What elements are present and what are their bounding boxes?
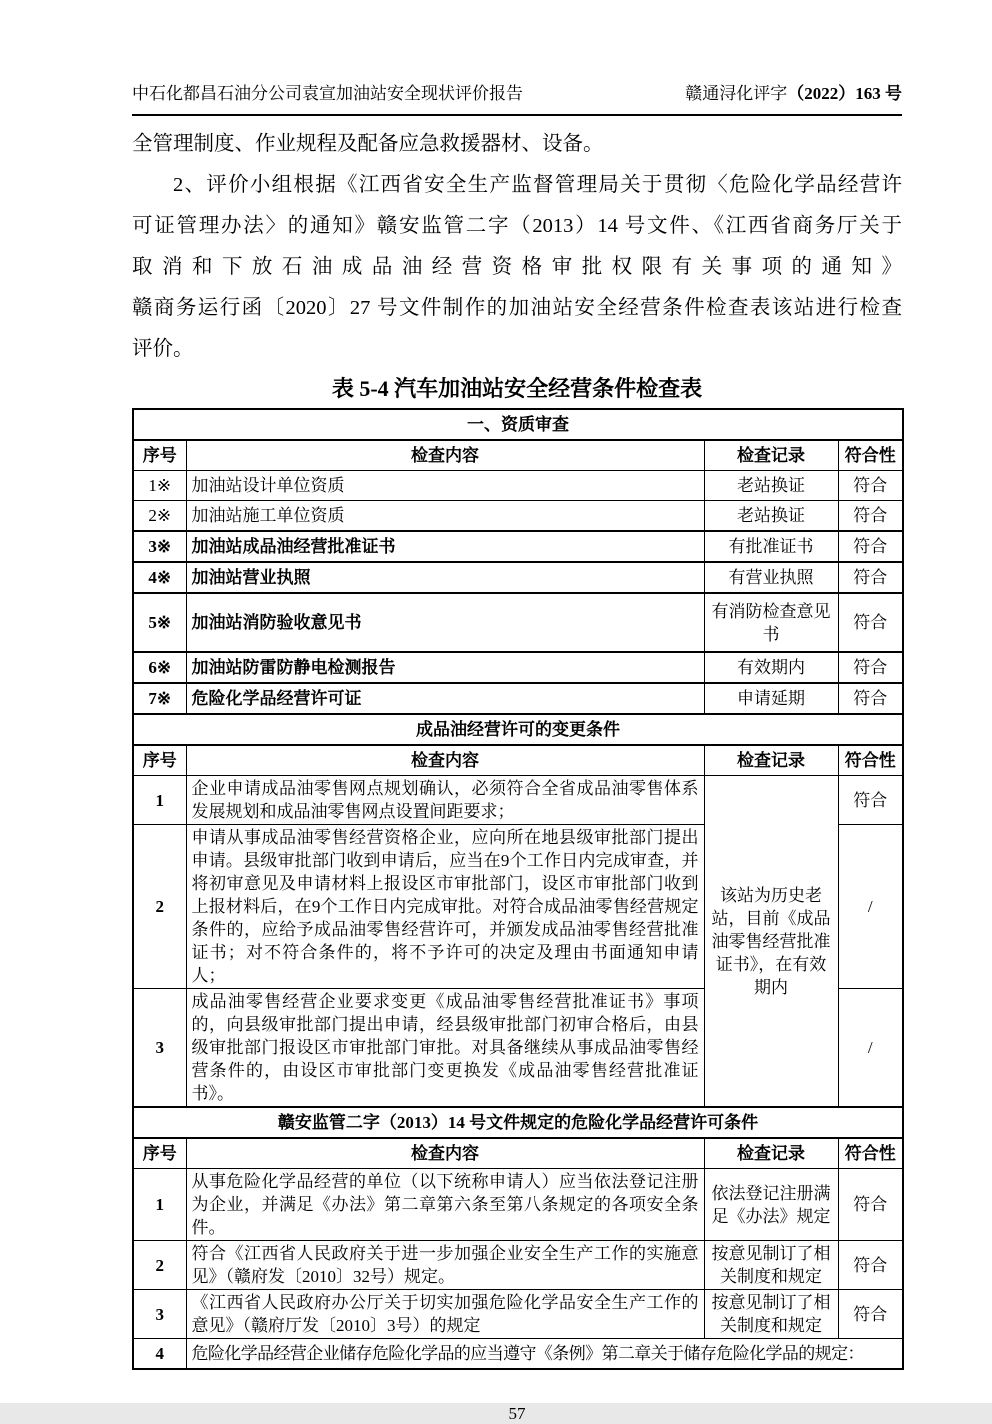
compliance-cell: 符合	[838, 1169, 903, 1241]
record-cell: 有营业执照	[704, 562, 838, 593]
table-row	[133, 501, 903, 532]
row-number-cell: 5※	[133, 593, 186, 652]
row-number-cell: 2※	[133, 501, 186, 532]
table-row	[133, 1169, 903, 1241]
content-cell: 申请从事成品油零售经营资格企业，应向所在地县级审批部门提出申请。县级审批部门收到申请后，应当在9个工作日内完成审查，并将初审意见及申请材料上报设区市审批部门，设区市审批部门收到上报材料后，在9个工作日内完成审批。对符合成品油零售经营规定条件的，应给予成品油零售经营许可，并颁发成品油零售经营批准证书；对不符合条件的，将不予许可的决定及理由书面通知申请人；	[186, 825, 704, 989]
content-cell: 加油站设计单位资质	[186, 471, 704, 501]
paragraph-line: 全管理制度、作业规程及配备应急救援器材、设备。	[132, 133, 604, 155]
compliance-cell: 符合	[838, 776, 903, 825]
paragraph-line: 取消和下放石油成品油经营资格审批权限有关事项的通知》	[132, 256, 902, 278]
section-title: 一、资质审查	[133, 409, 903, 440]
row-number-cell: 2	[133, 1241, 186, 1290]
report-header	[132, 0, 902, 116]
col-header-content: 检查内容	[186, 440, 704, 471]
col-header-compliance: 符合性	[838, 440, 903, 471]
row-number-cell: 7※	[133, 683, 186, 714]
section-title: 赣安监管二字（2013）14 号文件规定的危险化学品经营许可条件	[133, 1107, 903, 1138]
row-number-cell: 1	[133, 1169, 186, 1241]
col-header-content: 检查内容	[186, 1138, 704, 1169]
table-row	[133, 593, 903, 652]
table-row	[133, 683, 903, 714]
record-cell: 有消防检查意见书	[704, 593, 838, 652]
compliance-cell: 符合	[838, 683, 903, 714]
row-number-cell: 4	[133, 1339, 186, 1370]
col-header-num: 序号	[133, 440, 186, 471]
table-row	[133, 531, 903, 562]
content-cell: 企业申请成品油零售网点规划确认，必须符合全省成品油零售体系发展规划和成品油零售网点设置间距要求；	[186, 776, 704, 825]
header-report-title: 中石化都昌石油分公司袁宣加油站安全现状评价报告	[132, 84, 523, 103]
compliance-cell: 符合	[838, 593, 903, 652]
column-header-row	[133, 1138, 903, 1169]
compliance-cell: 符合	[838, 531, 903, 562]
col-header-record: 检查记录	[704, 440, 838, 471]
content-cell: 加油站消防验收意见书	[186, 593, 704, 652]
row-number-cell: 6※	[133, 652, 186, 683]
content-cell: 成品油零售经营企业要求变更《成品油零售经营批准证书》事项的，向县级审批部门提出申请，经县级审批部门初审合格后，由县级审批部门报设区市审批部门审批。对具备继续从事成品油零售经营条件的，由设区市审批部门变更换发《成品油零售经营批准证书》。	[186, 989, 704, 1108]
content-cell: 加油站营业执照	[186, 562, 704, 593]
column-header-row	[133, 745, 903, 776]
content-cell: 加油站成品油经营批准证书	[186, 531, 704, 562]
col-header-record: 检查记录	[704, 1138, 838, 1169]
table-title: 表 5-4 汽车加油站安全经营条件检查表	[331, 376, 703, 401]
record-cell: 老站换证	[704, 471, 838, 501]
content-cell: 从事危险化学品经营的单位（以下统称申请人）应当依法登记注册为企业，并满足《办法》第二章第六条至第八条规定的各项安全条件。	[186, 1169, 704, 1241]
safety-checklist-table	[132, 408, 904, 1370]
content-cell: 危险化学品经营许可证	[186, 683, 704, 714]
row-number-cell: 1※	[133, 471, 186, 501]
section3-title-row	[133, 1107, 903, 1138]
row-number-cell: 2	[133, 825, 186, 989]
content-cell: 危险化学品经营企业储存危险化学品的应当遵守《条例》第二章关于储存危险化学品的规定：	[186, 1339, 903, 1370]
content-cell: 加油站施工单位资质	[186, 501, 704, 532]
content-cell: 符合《江西省人民政府关于进一步加强企业安全生产工作的实施意见》（赣府发〔2010〕32号）规定。	[186, 1241, 704, 1290]
section-title: 成品油经营许可的变更条件	[133, 714, 903, 745]
record-cell: 按意见制订了相关制度和规定	[704, 1241, 838, 1290]
compliance-cell: /	[838, 989, 903, 1108]
table-row	[133, 1339, 903, 1370]
content-column	[132, 0, 902, 1424]
compliance-cell: 符合	[838, 1290, 903, 1339]
compliance-cell: 符合	[838, 652, 903, 683]
row-number-cell: 1	[133, 776, 186, 825]
table-row	[133, 562, 903, 593]
table-row	[133, 652, 903, 683]
col-header-num: 序号	[133, 1138, 186, 1169]
paragraph-line: 评价。	[132, 338, 194, 360]
col-header-record: 检查记录	[704, 745, 838, 776]
content-cell: 加油站防雷防静电检测报告	[186, 652, 704, 683]
compliance-cell: 符合	[838, 1241, 903, 1290]
table-row	[133, 1290, 903, 1339]
row-number-cell: 4※	[133, 562, 186, 593]
col-header-compliance: 符合性	[838, 745, 903, 776]
record-cell: 有批准证书	[704, 531, 838, 562]
record-cell: 按意见制订了相关制度和规定	[704, 1290, 838, 1339]
body-text	[132, 124, 902, 370]
section1-title-row	[133, 409, 903, 440]
header-doc-number: 赣通浔化评字（2022）163 号	[685, 84, 902, 103]
compliance-cell: 符合	[838, 471, 903, 501]
record-cell: 老站换证	[704, 501, 838, 532]
record-cell-merged: 该站为历史老站，目前《成品油零售经营批准证书》，在有效期内	[704, 776, 838, 1108]
compliance-cell: /	[838, 825, 903, 989]
compliance-cell: 符合	[838, 501, 903, 532]
content-cell: 《江西省人民政府办公厅关于切实加强危险化学品安全生产工作的意见》（赣府厅发〔2010〕3号）的规定	[186, 1290, 704, 1339]
record-cell: 申请延期	[704, 683, 838, 714]
column-header-row	[133, 440, 903, 471]
table-row	[133, 1241, 903, 1290]
compliance-cell: 符合	[838, 562, 903, 593]
table-row	[133, 776, 903, 825]
row-number-cell: 3	[133, 989, 186, 1108]
col-header-content: 检查内容	[186, 745, 704, 776]
page-number: 57	[508, 1404, 526, 1423]
col-header-num: 序号	[133, 745, 186, 776]
table-row	[133, 471, 903, 501]
paragraph-line: 赣商务运行函〔2020〕27 号文件制作的加油站安全经营条件检查表该站进行检查	[132, 297, 902, 319]
record-cell: 依法登记注册满足《办法》规定	[704, 1169, 838, 1241]
paragraph-line: 可证管理办法〉的通知》赣安监管二字（2013）14 号文件、《江西省商务厅关于	[132, 215, 902, 237]
record-cell: 有效期内	[704, 652, 838, 683]
row-number-cell: 3※	[133, 531, 186, 562]
section2-title-row	[133, 714, 903, 745]
row-number-cell: 3	[133, 1290, 186, 1339]
paragraph-line: 2、评价小组根据《江西省安全生产监督管理局关于贯彻〈危险化学品经营许	[173, 174, 902, 196]
col-header-compliance: 符合性	[838, 1138, 903, 1169]
